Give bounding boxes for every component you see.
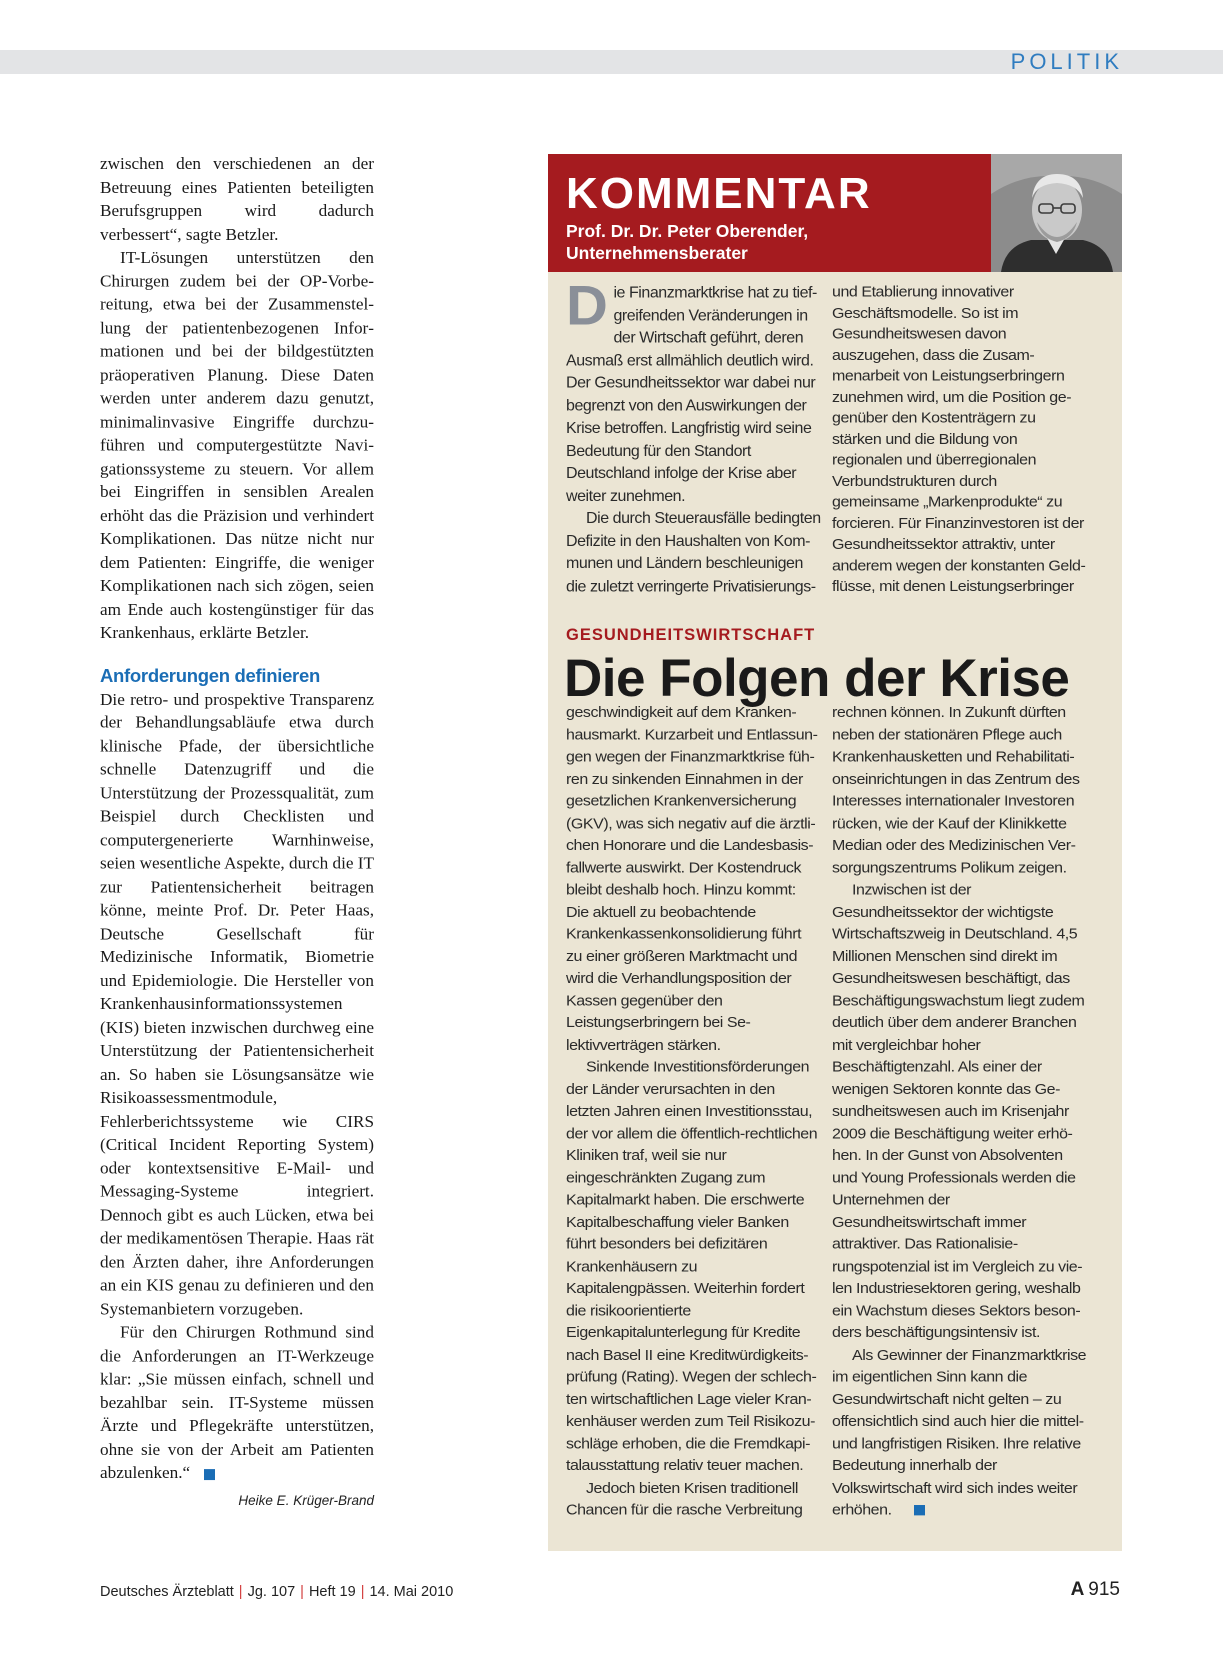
journal-date: 14. Mai 2010 bbox=[369, 1584, 454, 1600]
body-paragraph-4: rechnen können. In Zukunft dürften neben der stationären Pflege auch Krankenhausketten und Rehabilitationseinrichtungen in das Zentrum des Interesses internationaler Investoren rücken, wie der Kauf der Klinikkette Median oder des Medizinischen Versorgungszentrums Polikum zeigen. bbox=[832, 704, 1080, 876]
intro-column-2 bbox=[832, 282, 1087, 598]
journal-volume: Jg. 107 bbox=[247, 1584, 296, 1600]
left-paragraph-4 bbox=[100, 1320, 374, 1484]
kicker: GESUNDHEITSWIRTSCHAFT bbox=[566, 626, 816, 644]
intro-column-1 bbox=[566, 274, 821, 598]
page-prefix: A bbox=[1070, 1579, 1085, 1600]
kommentar-label: KOMMENTAR bbox=[566, 169, 872, 218]
intro-paragraph-3: und Etablierung innovativer Geschäftsmodelle. So ist im Gesundheitswesen davon auszugehen, dass die Zusammenarbeit von Leistungserbringern zunehmen wird, um die Position gegenüber den Kostenträgern zu stärken und die Bildung von regionalen und überregionalen Verbundstrukturen durch gemeinsame „Markenprodukte“ zu forcieren. Für Finanzinvestoren ist der Gesundheitssektor attraktiv, unter anderem wegen der konstanten Geldflüsse, mit denen Leistungserbringer bbox=[832, 284, 1086, 595]
body-paragraph-6-text: Als Gewinner der Finanzmarktkrise im eigentlichen Sinn kann die Gesundwirtschaft nicht gelten – zu offensichtlich sind auch hier die mittel- und langfristigen Risiken. Ihre relative Bedeutung innerhalb der Volkswirtschaft wird sich indes weiter erhöhen. bbox=[832, 1347, 1087, 1519]
body-column-1 bbox=[566, 702, 821, 1522]
page-number bbox=[1071, 1579, 1120, 1601]
journal-name: Deutsches Ärzteblatt bbox=[100, 1584, 234, 1600]
left-paragraph-4-text: Für den Chirurgen Rothmund sind die Anforderungen an IT-Werkzeuge klar: „Sie müssen einfach, schnell und bezahlbar sein. IT-Systeme müssen Ärzte und Pflegekräfte unterstützen, ohne sie von der Arbeit am Patienten abzulenken.“ bbox=[100, 1322, 374, 1483]
kommentar-header bbox=[548, 154, 991, 272]
separator: | bbox=[238, 1584, 243, 1600]
footer-citation bbox=[100, 1584, 453, 1600]
left-article-column bbox=[100, 152, 374, 1512]
separator: | bbox=[360, 1584, 365, 1600]
left-subheading: Anforderungen definieren bbox=[100, 664, 320, 686]
end-square-icon bbox=[914, 1505, 925, 1515]
author-portrait-image bbox=[991, 154, 1122, 272]
page-number-value: 915 bbox=[1088, 1579, 1120, 1600]
body-paragraph-1: geschwindigkeit auf dem Krankenhausmarkt. Kurzarbeit und Entlassungen wegen der Finanzmarktkrise führen zu sinkenden Einnahmen in der gesetzlichen Krankenversicherung (GKV), was sich negativ auf die ärztlichen Honorare und die Landesbasisfallwerte auswirkt. Der Kostendruck bleibt deshalb hoch. Hinzu kommt: Die aktuell zu beobachtende Krankenkassenkonsolidierung führt zu einer größeren Marktmacht und wird die Verhandlungsposition der Kassen gegenüber den Leistungserbringern bei Selektivverträgen stärken. bbox=[566, 704, 818, 1054]
kommentar-box bbox=[548, 154, 1122, 1551]
intro-paragraph-1 bbox=[566, 274, 821, 508]
author-credit: Heike E. Krüger-Brand bbox=[238, 1492, 374, 1508]
left-paragraph-3: Die retro- und prospektive Transparenz der Behandlungsabläufe etwa durch klinische Pfade, der übersichtliche schnelle Datenzugriff und die Unterstützung der Prozessqualität, zum Beispiel durch Checklisten und computergenerierte Warnhinweise, seien wesentliche Aspekte, durch die IT zur Patientensicherheit beitragen könne, meinte Prof. Dr. Peter Haas, Deutsche Gesellschaft für Medizinische Informatik, Biometrie und Epidemiologie. Die Hersteller von Krankenhausinformationssystemen (KIS) bieten inzwischen durchweg eine Unterstützung der Patientensicherheit an. So haben sie Lösungsansätze wie Risikoassessmentmodule, Fehlerberichtssysteme wie CIRS (Critical Incident Reporting System) oder kontextsensitive E-Mail- und Messaging-Systeme integriert. Dennoch gibt es auch Lücken, etwa bei der medikamentösen Therapie. Haas rät den Ärzten daher, ihre Anforderungen an ein KIS genau zu definieren und den Systemanbietern vorzugeben. bbox=[100, 689, 374, 1318]
headline: Die Folgen der Krise bbox=[564, 649, 1070, 708]
body-column-2 bbox=[832, 702, 1087, 1522]
left-paragraph-2: IT-Lösungen unterstützen den Chirurgen zudem bei der OP-Vorbereitung, etwa bei der Zusammenstellung der patientenbezogenen Informationen und bei der bildgestützten präoperativen Planung. Diese Daten werden unter anderem dazu genutzt, minimalinvasive Eingriffe durchzuführen und computergestützte Navigationssysteme zu steuern. Vor allem bei Eingriffen in sensiblen Arealen erhöht das die Präzision und verhindert Komplikationen. Das nütze nicht nur dem Patienten: Eingriffe, die weniger Komplikationen nach sich zögen, seien am Ende auch kostengünstiger für das Krankenhaus, erklärte Betzler. bbox=[100, 247, 374, 642]
journal-issue: Heft 19 bbox=[308, 1584, 356, 1600]
body-paragraph-6 bbox=[832, 1344, 1087, 1521]
body-paragraph-3: Jedoch bieten Krisen traditionell Chancen für die rasche Verbreitung bbox=[566, 1480, 803, 1519]
intro-paragraph-2: Die durch Steuerausfälle bedingten Defizite in den Haushalten von Kommunen und Ländern beschleunigen die zuletzt verringerte Privatisierungs- bbox=[566, 510, 821, 595]
section-label: POLITIK bbox=[1010, 49, 1123, 74]
portrait-silhouette-icon bbox=[991, 154, 1122, 272]
end-square-icon bbox=[204, 1469, 215, 1480]
left-paragraph-1: zwischen den verschiedenen an der Betreuung eines Patienten beteiligten Berufsgruppen wird dadurch verbessert“, sagte Betzler. bbox=[100, 153, 374, 244]
separator: | bbox=[300, 1584, 304, 1600]
body-paragraph-5: Inzwischen ist der Gesundheitssektor der wichtigste Wirtschaftszweig in Deutschland. 4,5 Millionen Menschen sind direkt im Gesundheitswesen beschäftigt, das Beschäftigungswachstum liegt zudem deutlich über dem anderer Branchen mit vergleichbar hoher Beschäftigtenzahl. Als einer der wenigen Sektoren konnte das Gesundheitswesen auch im Krisenjahr 2009 die Beschäftigung weiter erhöhen. In der Gunst von Absolventen und Young Professionals werden die Unternehmen der Gesundheitswirtschaft immer attraktiver. Das Rationalisierungspotenzial ist im Vergleich zu vielen Industriesektoren gering, weshalb ein Wachstum dieses Sektors besonders beschäftigungsintensiv ist. bbox=[832, 882, 1085, 1342]
body-paragraph-2: Sinkende Investitionsförderungen der Länder verursachten in den letzten Jahren einen Investitionsstau, der vor allem die öffentlich-rechtlichen Kliniken traf, weil sie nur eingeschränkten Zugang zum Kapitalmarkt haben. Die erschwerte Kapitalbeschaffung vieler Banken führt besonders bei defizitären Krankenhäusern zu Kapitalengpässen. Weiterhin fordert die risikoorientierte Eigenkapitalunterlegung für Kredite nach Basel II eine Kreditwürdigkeitsprüfung (Rating). Wegen der schlechten wirtschaftlichen Lage vieler Krankenhäuser werden zum Teil Risikozuschläge erhoben, die die Fremdkapitalausstattung relativ teuer machen. bbox=[566, 1059, 818, 1474]
kommentar-author: Prof. Dr. Dr. Peter Oberender, Unternehmensberater bbox=[566, 221, 809, 263]
dropcap: D bbox=[566, 274, 608, 337]
intro-paragraph-1-text: ie Finanzmarktkrise hat zu tiefgreifenden Veränderungen in der Wirtschaft geführt, deren Ausmaß erst allmählich deutlich wird. Der Gesundheitssektor war dabei nur begrenzt von den Auswirkungen der Krise betroffen. Langfristig wird seine Bedeutung für den Standort Deutschland infolge der Krise aber weiter zunehmen. bbox=[566, 284, 818, 505]
